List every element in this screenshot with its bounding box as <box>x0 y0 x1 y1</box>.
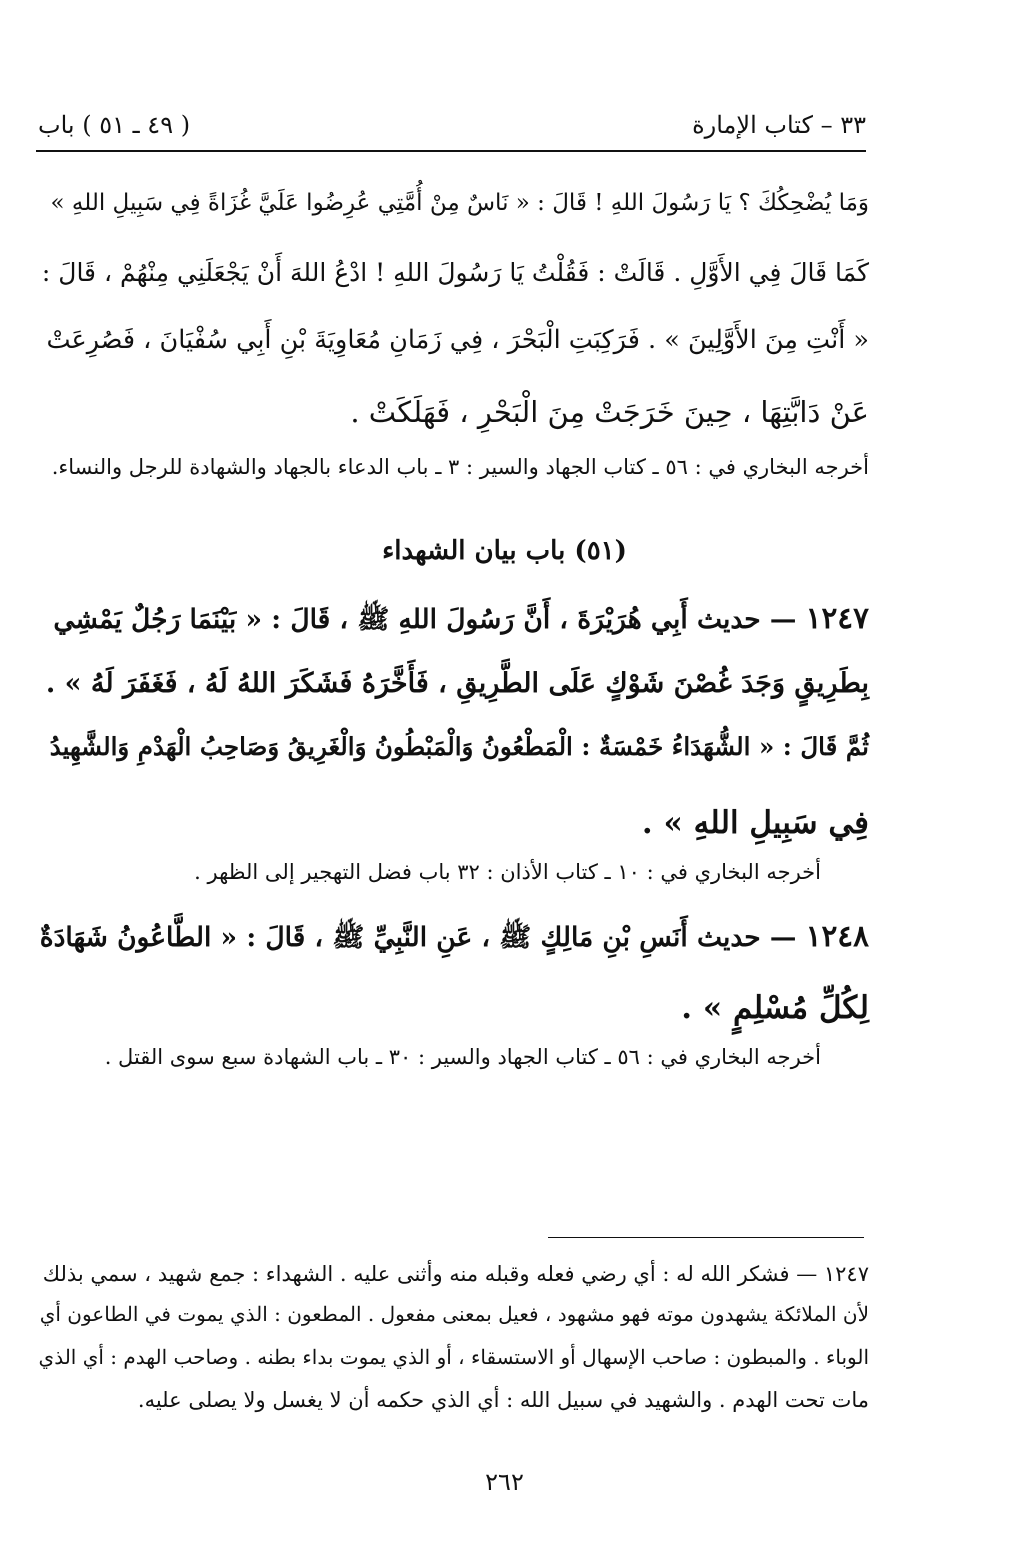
intro-reference: أخرجه البخاري في : ٥٦ ـ كتاب الجهاد والسير : ٣ ـ باب الدعاء بالجهاد والشهادة للرجل والنساء. <box>51 455 869 479</box>
header-rule <box>36 150 866 152</box>
intro-line-3: « أَنْتِ مِنَ الأَوَّلِينَ » . فَرَكِبَتِ الْبَحْرَ ، فِي زَمَانِ مُعَاوِيَةَ بْنِ أَبِي سُفْيَانَ ، فَصُرِعَتْ <box>46 325 869 355</box>
hadith-1247-line-4: فِي سَبِيلِ اللهِ » . <box>641 805 869 841</box>
hadith-1247-text-1: — حديث أَبِي هُرَيْرَةَ ، أَنَّ رَسُولَ اللهِ ﷺ ، قَالَ : « بَيْنَمَا رَجُلٌ يَمْشِي <box>53 604 797 635</box>
footnote-line-1: ١٢٤٧ — فشكر الله له : أي رضي فعله وقبله منه وأثنى عليه . الشهداء : جمع شهيد ، سمي بذلك <box>42 1262 869 1286</box>
hadith-1247-line-3: ثُمَّ قَالَ : « الشُّهَدَاءُ خَمْسَةٌ : الْمَطْعُونُ وَالْمَبْطُونُ وَالْغَرِيقُ وَصَاحِبُ الْهَدْمِ وَالشَّهِيدُ <box>49 732 869 761</box>
intro-line-4: عَنْ دَابَّتِهَا ، حِينَ خَرَجَتْ مِنَ الْبَحْرِ ، فَهَلَكَتْ . <box>350 395 869 429</box>
chapter-title: ٣٣ – كتاب الإمارة <box>692 111 866 139</box>
hadith-1248-line-1 <box>40 918 869 960</box>
hadith-1247-number: ١٢٤٧ <box>805 600 869 635</box>
hadith-1247-line-1 <box>53 600 869 642</box>
intro-line-1: وَمَا يُضْحِكُكَ ؟ يَا رَسُولَ اللهِ ! قَالَ : « نَاسٌ مِنْ أُمَّتِي عُرِضُوا عَلَيَّ غُزَاةً فِي سَبِيلِ اللهِ » <box>50 190 869 216</box>
hadith-1248-text-1: — حديث أَنَسِ بْنِ مَالِكٍ ﷺ ، عَنِ النَّبِيِّ ﷺ ، قَالَ : « الطَّاعُونُ شَهَادَةٌ <box>39 922 797 953</box>
footnote-rule <box>548 1237 864 1238</box>
hadith-1247-reference: أخرجه البخاري في : ١٠ ـ كتاب الأذان : ٣٢ باب فضل التهجير إلى الظهر . <box>194 860 821 884</box>
section-range: ( ٤٩ ـ ٥١ ) باب <box>38 111 191 139</box>
hadith-1248-line-2: لِكُلِّ مُسْلِمٍ » . <box>681 990 869 1026</box>
running-header <box>38 104 866 146</box>
hadith-1248-reference: أخرجه البخاري في : ٥٦ ـ كتاب الجهاد والسير : ٣٠ ـ باب الشهادة سبع سوى القتل . <box>104 1045 821 1069</box>
footnote-line-4: مات تحت الهدم . والشهيد في سبيل الله : أي الذي حكمه أن لا يغسل ولا يصلى عليه. <box>137 1388 869 1412</box>
section-heading: (٥١) باب بيان الشهداء <box>382 536 627 566</box>
hadith-1247-line-2: بِطَرِيقٍ وَجَدَ غُصْنَ شَوْكٍ عَلَى الطَّرِيقِ ، فَأَخَّرَهُ فَشَكَرَ اللهُ لَهُ ، فَغَفَرَ لَهُ » . <box>45 668 869 699</box>
hadith-1248-number: ١٢٤٨ <box>805 918 869 953</box>
footnote-line-3: الوباء . والمبطون : صاحب الإسهال أو الاستسقاء ، أو الذي يموت بداء بطنه . وصاحب الهدم : أي الذي <box>38 1345 869 1369</box>
intro-line-2: كَمَا قَالَ فِي الأَوَّلِ . قَالَتْ : فَقُلْتُ يَا رَسُولَ اللهِ ! ادْعُ اللهَ أَنْ يَجْعَلَنِي مِنْهُمْ ، قَالَ : <box>41 258 869 287</box>
footnote-line-2: لأن الملائكة يشهدون موته فهو مشهود ، فعيل بمعنى مفعول . المطعون : الذي يموت في الطاعون أي <box>39 1302 869 1326</box>
page-number: ٢٦٢ <box>485 1468 524 1496</box>
